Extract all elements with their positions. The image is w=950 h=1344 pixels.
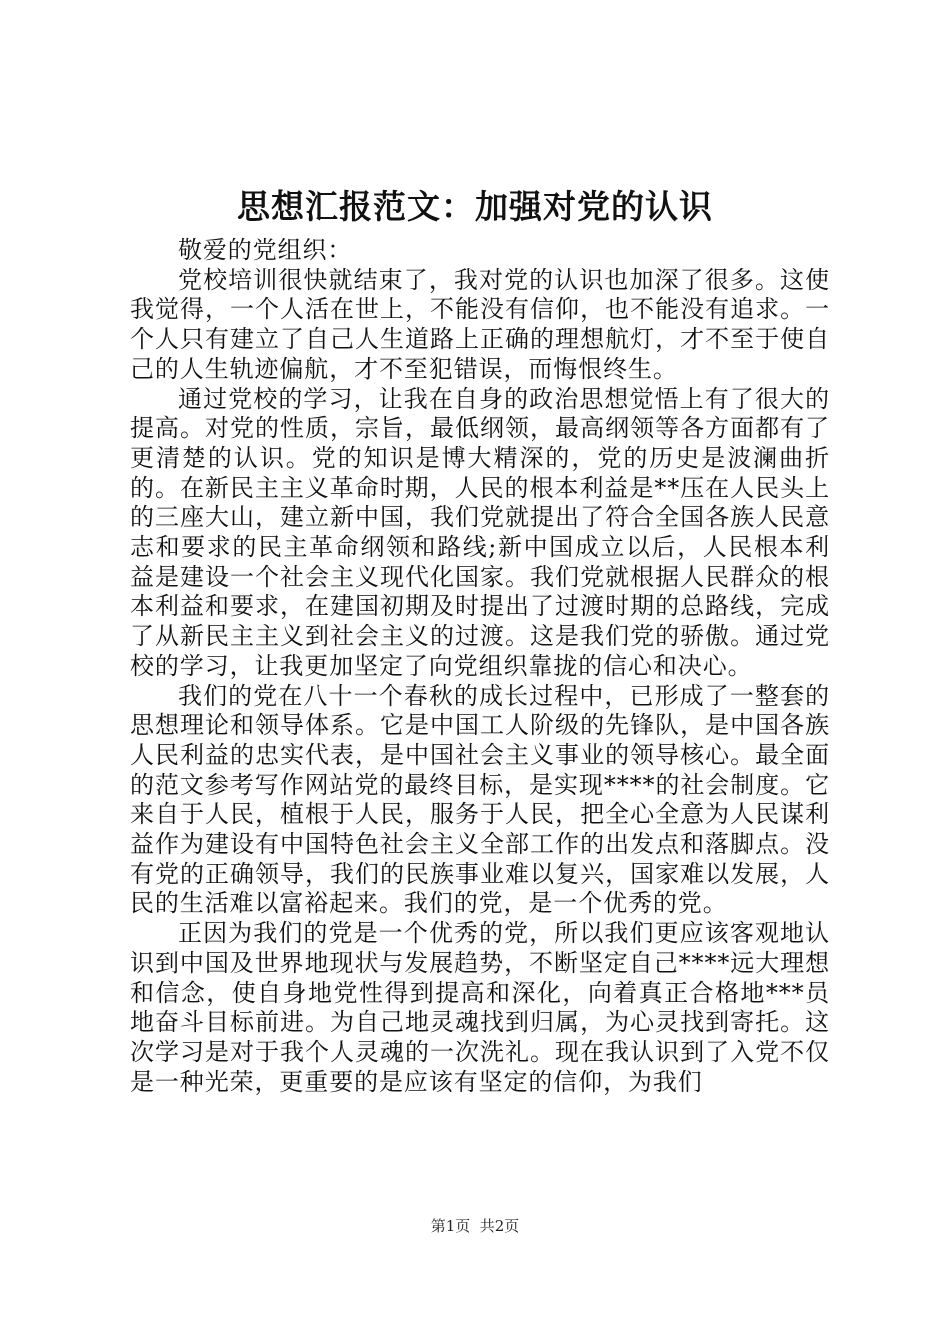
document-title: 思想汇报范文：加强对党的认识 xyxy=(237,187,713,226)
page-indicator: 第1页 共2页 xyxy=(430,1217,520,1235)
document-body xyxy=(130,236,830,1097)
paragraph-3: 我们的党在八十一个春秋的成长过程中，已形成了一整套的思想理论和领导体系。它是中国工人阶级的先锋队，是中国各族人民利益的忠实代表，是中国社会主义事业的领导核心。最全面的范文参考写作网站党的最终目标，是实现****的社会制度。它来自于人民，植根于人民，服务于人民，把全心全意为人民谋利益作为建设有中国特色社会主义全部工作的出发点和落脚点。没有党的正确领导，我们的民族事业难以复兴，国家难以发展，人民的生活难以富裕起来。我们的党，是一个优秀的党。 xyxy=(130,681,830,918)
salutation: 敬爱的党组织： xyxy=(178,236,353,264)
paragraph-1: 党校培训很快就结束了，我对党的认识也加深了很多。这使我觉得，一个人活在世上，不能没有信仰，也不能没有追求。一个人只有建立了自己人生道路上正确的理想航灯，才不至于使自己的人生轨迹偏航，才不至犯错误，而悔恨终生。 xyxy=(130,265,830,383)
paragraph-2: 通过党校的学习，让我在自身的政治思想觉悟上有了很大的提高。对党的性质，宗旨，最低纲领，最高纲领等各方面都有了更清楚的认识。党的知识是博大精深的，党的历史是波澜曲折的。在新民主主义革命时期，人民的根本利益是**压在人民头上的三座大山，建立新中国，我们党就提出了符合全国各族人民意志和要求的民主革命纲领和路线;新中国成立以后，人民根本利益是建设一个社会主义现代化国家。我们党就根据人民群众的根本利益和要求，在建国初期及时提出了过渡时期的总路线，完成了从新民主主义到社会主义的过渡。这是我们党的骄傲。通过党校的学习，让我更加坚定了向党组织靠拢的信心和决心。 xyxy=(130,384,830,680)
paragraph-4: 正因为我们的党是一个优秀的党，所以我们更应该客观地认识到中国及世界地现状与发展趋势，不断坚定自己****远大理想和信念，使自身地党性得到提高和深化，向着真正合格地***员地奋斗目标前进。为自己地灵魂找到归属，为心灵找到寄托。这次学习是对于我个人灵魂的一次洗礼。现在我认识到了入党不仅是一种光荣，更重要的是应该有坚定的信仰，为我们 xyxy=(130,919,830,1096)
page-footer xyxy=(0,1216,950,1236)
